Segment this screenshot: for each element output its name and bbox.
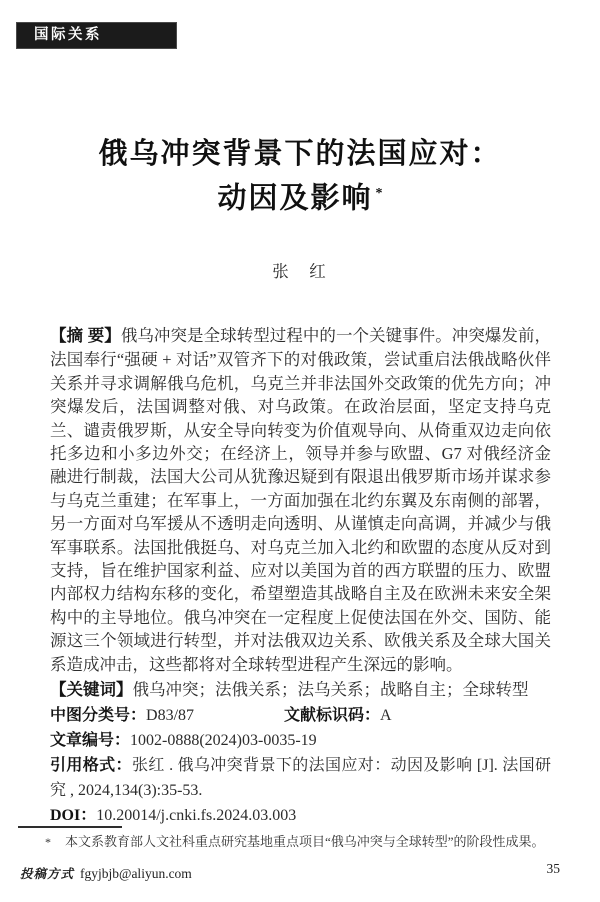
keywords-label: 【关键词】 [50, 681, 133, 700]
footnote-mark: * [45, 835, 51, 849]
clc-value: D83/87 [146, 707, 195, 725]
doi-label: DOI： [50, 807, 97, 825]
page-number: 35 [546, 861, 560, 876]
doi-line [50, 803, 551, 828]
submission-label: 投稿方式 [20, 866, 75, 881]
citation-label: 引用格式： [50, 757, 132, 775]
article-title-line1: 俄乌冲突背景下的法国应对： [98, 138, 502, 170]
keywords-line [50, 677, 551, 703]
abstract-label: 【摘 要】 [50, 327, 121, 345]
author-name: 张 红 [272, 262, 328, 281]
article-title-line2: 动因及影响 * [217, 182, 383, 215]
submission-email: fgyjbjb@aliyun.com [80, 866, 192, 881]
submission-info [20, 864, 192, 883]
category-tag-label: 国际关系 [34, 27, 102, 43]
doi-value: 10.20014/j.cnki.fs.2024.03.003 [96, 807, 297, 825]
footnote [45, 833, 582, 851]
title-footnote-mark: * [375, 186, 383, 201]
article-title [0, 134, 600, 219]
citation-value: 张红 . 俄乌冲突背景下的法国应对：动因及影响 [J]. 法国研究 , 2024,134(3):35-53. [50, 757, 551, 800]
keywords-text: 俄乌冲突；法俄关系；法乌关系；战略自主；全球转型 [132, 680, 529, 700]
article-no-line [50, 728, 551, 753]
citation-line [50, 753, 551, 803]
clc-label: 中图分类号： [50, 707, 147, 725]
article-no-value: 1002-0888(2024)03-0035-19 [130, 732, 317, 750]
footnote-divider [18, 826, 122, 828]
category-tag [16, 22, 177, 49]
front-matter [50, 324, 551, 828]
article-no-label: 文章编号： [50, 732, 131, 750]
abstract-paragraph [50, 324, 551, 676]
abstract-text: 俄乌冲突是全球转型过程中的一个关键事件。冲突爆发前，法国奉行“强硬 + 对话”双管齐下的对俄政策，尝试重启法俄战略伙伴关系并寻求调解俄乌危机，乌克兰并非法国外交政策的优先方向；冲突爆发后，法国调整对俄、对乌政策。在政治层面，坚定支持乌克兰、谴责俄罗斯，从安全导向转变为价值观导向、从倚重双边走向依托多边和小多边外交；在经济上，领导并参与欧盟、G7 对俄经济金融进行制裁，法国大公司从犹豫迟疑到有限退出俄罗斯市场并谋求参与乌克兰重建；在军事上，一方面加强在北约东翼及东南侧的部署，另一方面对乌军援从不透明走向透明、从谨慎走向高调，并减少与俄军事联系。法国批俄挺乌、对乌克兰加入北约和欧盟的态度从反对到支持，旨在维护国家利益、应对以美国为首的西方联盟的压力、欧盟内部权力结构东移的变化，希望塑造其战略自主及在欧洲未来安全架构中的主导地位。俄乌冲突在一定程度上促使法国在外交、国防、能源这三个领域进行转型，并对法俄双边关系、欧俄关系及全球大国关系造成冲击，这些都将对全球转型进程产生深远的影响。 [50, 326, 551, 674]
doc-code-value: A [380, 707, 392, 725]
clc-line [50, 703, 551, 728]
footnote-text: 本文系教育部人文社科重点研究基地重点项目“俄乌冲突与全球转型”的阶段性成果。 [65, 834, 545, 849]
doc-code-label: 文献标识码： [284, 707, 381, 725]
